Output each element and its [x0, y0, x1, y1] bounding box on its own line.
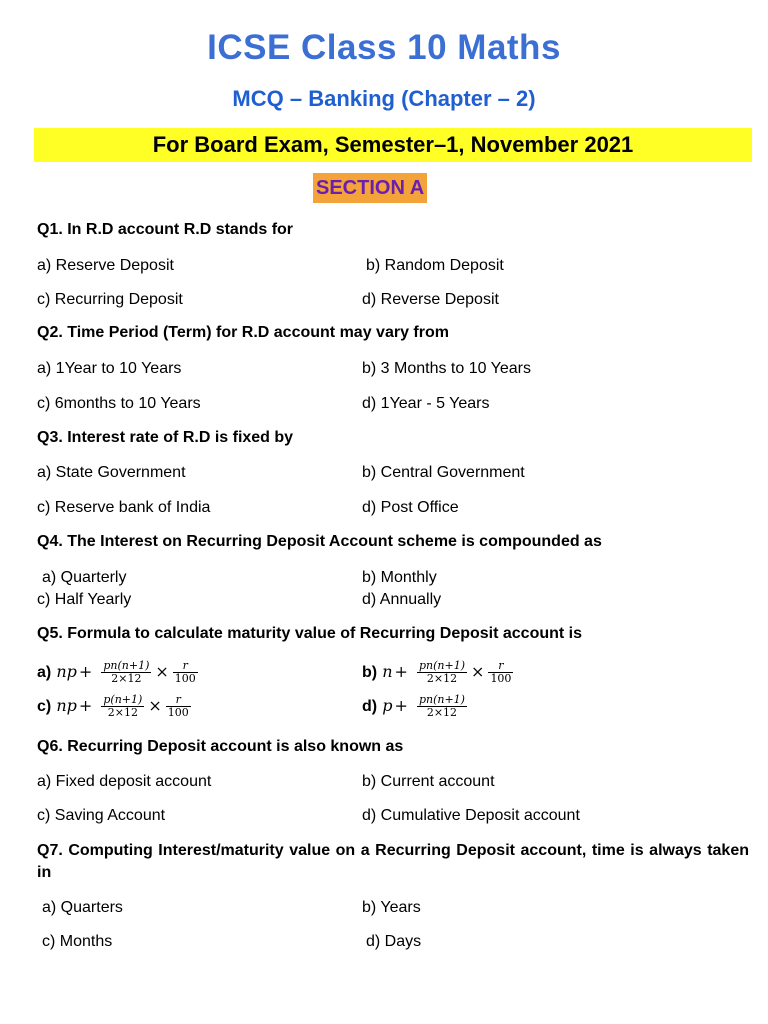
q4-option-a: a) Quarterly	[42, 569, 127, 586]
q4-option-b: b) Monthly	[362, 569, 437, 586]
q5-option-a-fraction-2: $\frac{r}{100}$	[174, 659, 196, 685]
page-subtitle: MCQ – Banking (Chapter – 2)	[232, 86, 536, 111]
q5-option-d-lead: p	[382, 696, 393, 715]
question-5: Q5. Formula to calculate maturity value of Recurring Deposit account is	[37, 625, 583, 642]
q5-option-b: b) n + $\frac{pn(n+1)}{2\times 12}$ × $\frac{r}{100}$	[362, 659, 512, 685]
q6-option-c: c) Saving Account	[37, 807, 166, 824]
q5-option-a: a) np + $\frac{pn(n+1)}{2\times 12}$ × $\frac{r}{100}$	[37, 659, 196, 685]
q6-option-d: d) Cumulative Deposit account	[362, 807, 580, 824]
q1-option-d: d) Reverse Deposit	[362, 291, 499, 308]
q6-option-a: a) Fixed deposit account	[37, 773, 212, 790]
q7-option-d: d) Days	[366, 933, 422, 950]
q4-option-c: c) Half Yearly	[37, 591, 132, 608]
q5-option-c: c) np + $\frac{p(n+1)}{2\times 12}$ × $\frac{r}{100}$	[37, 693, 189, 719]
q7-option-b: b) Years	[362, 899, 421, 916]
question-3: Q3. Interest rate of R.D is fixed by	[37, 429, 294, 446]
q5-option-a-fraction-1: $\frac{pn(n+1)}{2\times 12}$	[103, 659, 150, 685]
q5-option-b-times: ×	[471, 662, 485, 681]
q5-option-d: d) p + $\frac{pn(n+1)}{2\times 12}$	[362, 693, 465, 719]
q3-option-c: c) Reserve bank of India	[37, 499, 211, 516]
q5-option-c-fraction-2: $\frac{r}{100}$	[167, 693, 189, 719]
q1-option-b: b) Random Deposit	[366, 257, 504, 274]
q2-option-c: c) 6months to 10 Years	[37, 395, 201, 412]
section-heading: SECTION A	[313, 173, 427, 203]
q5-option-d-label: d)	[362, 698, 378, 715]
q7-option-a: a) Quarters	[42, 899, 123, 916]
q3-option-a: a) State Government	[37, 464, 186, 481]
q5-option-d-fraction-1: $\frac{pn(n+1)}{2\times 12}$	[418, 693, 465, 719]
q2-option-b: b) 3 Months to 10 Years	[362, 360, 531, 377]
q5-option-c-lead: np	[56, 696, 77, 715]
q5-option-b-lead: n	[382, 662, 393, 681]
question-2: Q2. Time Period (Term) for R.D account may vary from	[37, 324, 449, 341]
q6-option-b: b) Current account	[362, 773, 495, 790]
q5-option-c-fraction-1: $\frac{p(n+1)}{2\times 12}$	[103, 693, 143, 719]
question-7: Q7. Computing Interest/maturity value on a Recurring Deposit account, time is always taken in	[37, 842, 749, 881]
q1-option-c: c) Recurring Deposit	[37, 291, 183, 308]
q5-option-b-label: b)	[362, 664, 378, 681]
question-4: Q4. The Interest on Recurring Deposit Account scheme is compounded as	[37, 533, 602, 550]
q3-option-b: b) Central Government	[362, 464, 525, 481]
page-title: ICSE Class 10 Maths	[207, 28, 561, 67]
q5-option-c-label: c)	[37, 698, 52, 715]
q5-option-a-lead: np	[56, 662, 77, 681]
q2-option-a: a) 1Year to 10 Years	[37, 360, 182, 377]
question-6: Q6. Recurring Deposit account is also known as	[37, 738, 404, 755]
q1-option-a: a) Reserve Deposit	[37, 257, 174, 274]
q5-option-b-fraction-2: $\frac{r}{100}$	[490, 659, 512, 685]
q2-option-d: d) 1Year - 5 Years	[362, 395, 490, 412]
q5-option-c-times: ×	[148, 696, 162, 715]
q7-option-c: c) Months	[42, 933, 113, 950]
q4-option-d: d) Annually	[362, 591, 442, 608]
exam-banner: For Board Exam, Semester–1, November 2021	[34, 128, 752, 162]
question-1: Q1. In R.D account R.D stands for	[37, 221, 294, 238]
q5-option-b-fraction-1: $\frac{pn(n+1)}{2\times 12}$	[419, 659, 466, 685]
q5-option-a-label: a)	[37, 664, 52, 681]
q5-option-a-times: ×	[155, 662, 169, 681]
q3-option-d: d) Post Office	[362, 499, 459, 516]
